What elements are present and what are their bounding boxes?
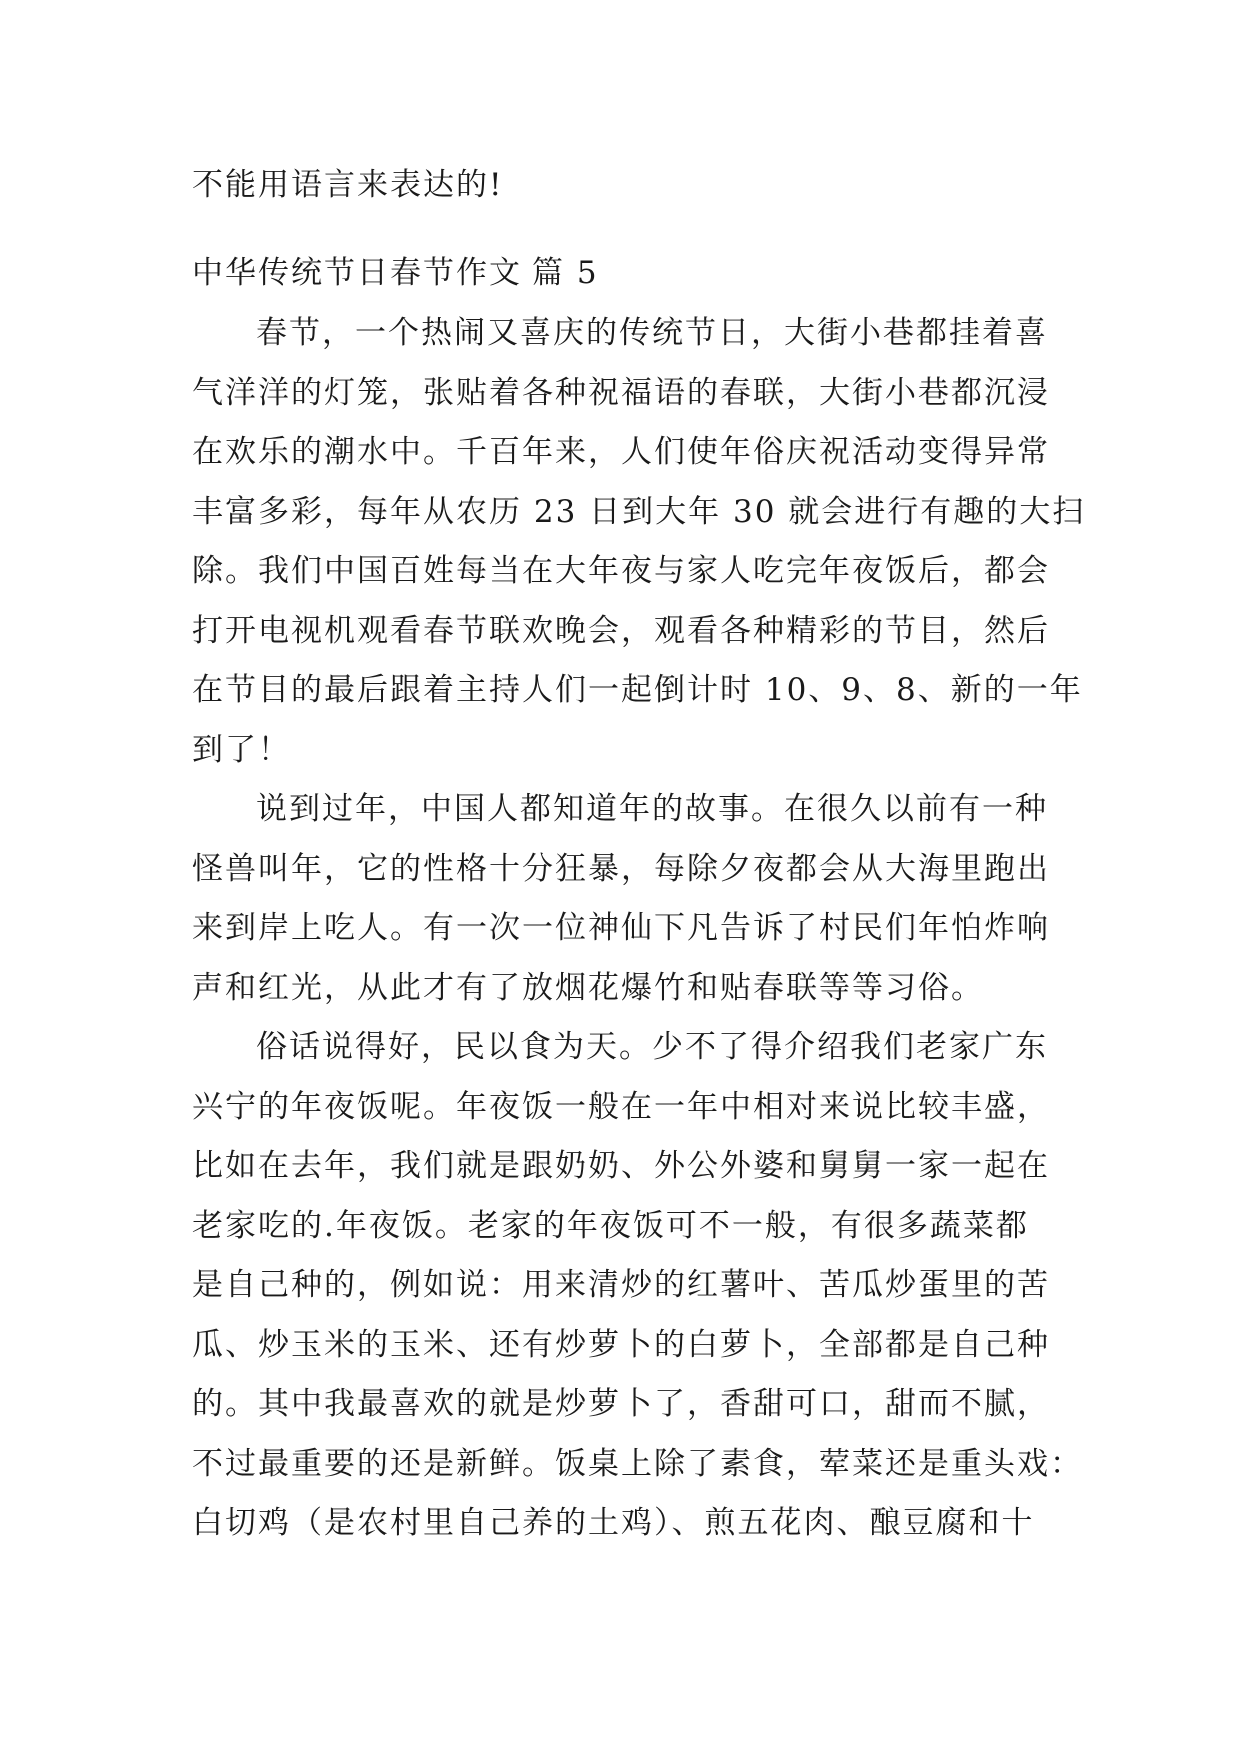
essay-body (192, 304, 1086, 1554)
paragraph (192, 304, 1086, 780)
heading-line (192, 244, 1072, 304)
paragraph-line: 气洋洋的灯笼，张贴着各种祝福语的春联，大街小巷都沉浸 (192, 374, 1050, 411)
continuation-text (192, 156, 1072, 216)
continuation-line: 不能用语言来表达的! (192, 167, 504, 203)
paragraph-line: 俗话说得好，民以食为天。少不了得介绍我们老家广东 (256, 1029, 1048, 1065)
paragraph (192, 1018, 1083, 1554)
paragraph-line: 丰富多彩，每年从农历 23 日到大年 30 就会进行有趣的大扫 (192, 493, 1086, 530)
paragraph (192, 780, 1072, 1018)
paragraph-line: 瓜、炒玉米的玉米、还有炒萝卜的白萝卜，全部都是自己种 (192, 1326, 1050, 1363)
paragraph-line: 除。我们中国百姓每当在大年夜与家人吃完年夜饭后，都会 (192, 553, 1050, 589)
paragraph-line: 到了！ (192, 731, 291, 768)
heading-title: 中华传统节日春节作文 (192, 255, 522, 291)
essay-heading (192, 244, 1072, 304)
paragraph-line: 是自己种的，例如说：用来清炒的红薯叶、苦瓜炒蛋里的苦 (192, 1267, 1050, 1303)
paragraph-line: 的。其中我最喜欢的就是炒萝卜了，香甜可口，甜而不腻， (192, 1386, 1050, 1422)
paragraph-line: 春节，一个热闹又喜庆的传统节日，大街小巷都挂着喜 (256, 315, 1048, 351)
paragraph-line: 打开电视机观看春节联欢晚会，观看各种精彩的节目，然后 (192, 612, 1050, 649)
paragraph-line: 白切鸡（是农村里自己养的土鸡）、煎五花肉、酿豆腐和十 (192, 1505, 1035, 1541)
paragraph-line: 说到过年，中国人都知道年的故事。在很久以前有一种 (256, 791, 1048, 827)
paragraph-line: 在欢乐的潮水中。千百年来，人们使年俗庆祝活动变得异常 (192, 434, 1050, 470)
paragraph-line: 兴宁的年夜饭呢。年夜饭一般在一年中相对来说比较丰盛， (192, 1088, 1050, 1125)
paragraph-line: 怪兽叫年，它的性格十分狂暴，每除夕夜都会从大海里跑出 (192, 850, 1050, 887)
paragraph-line: 不过最重要的还是新鲜。饭桌上除了素食，荤菜还是重头戏： (192, 1445, 1083, 1482)
paragraph-line: 老家吃的.年夜饭。老家的年夜饭可不一般，有很多蔬菜都 (192, 1207, 1029, 1244)
paragraph-line: 声和红光，从此才有了放烟花爆竹和贴春联等等习俗。 (192, 969, 984, 1006)
paragraph-line: 比如在去年，我们就是跟奶奶、外公外婆和舅舅一家一起在 (192, 1148, 1050, 1184)
paragraph-line: 来到岸上吃人。有一次一位神仙下凡告诉了村民们年怕炸响 (192, 910, 1050, 946)
paragraph-line: 在节目的最后跟着主持人们一起倒计时 10、9、8、新的一年 (192, 672, 1083, 708)
heading-label: 篇 5 (532, 255, 599, 291)
